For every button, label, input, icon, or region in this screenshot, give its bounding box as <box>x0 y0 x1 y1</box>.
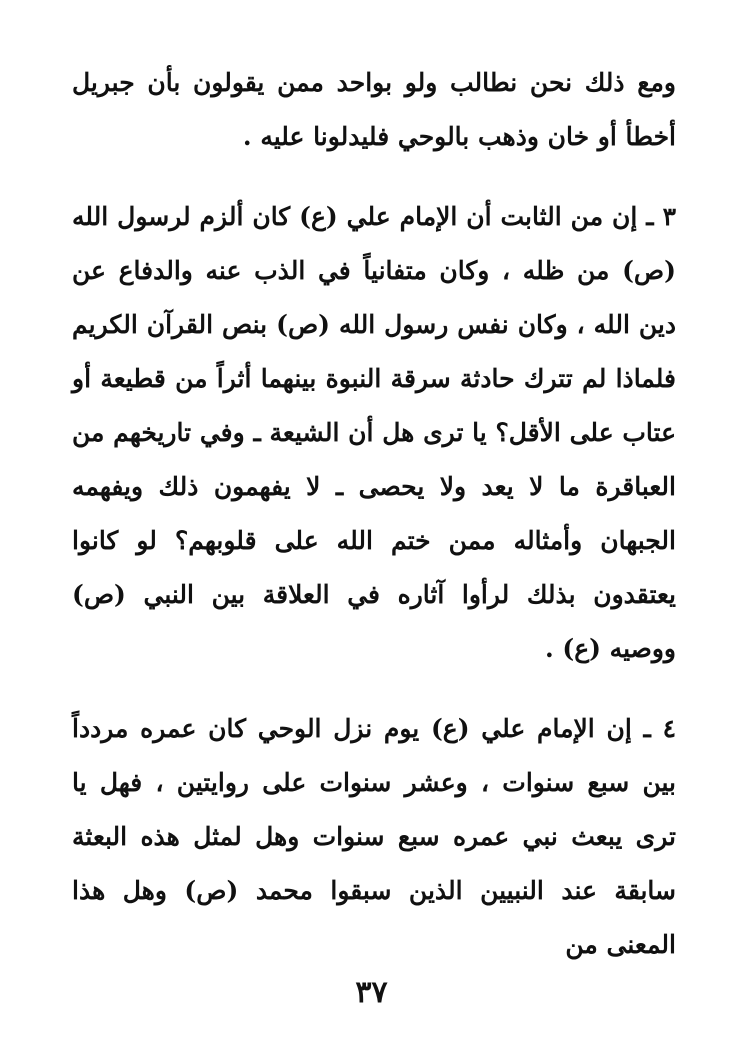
paragraph-1: ومع ذلك نحن نطالب ولو بواحد ممن يقولون بأن جبريل أخطأ أو خان وذهب بالوحي فليدلونا عليه . <box>72 68 676 151</box>
paragraph-2: ٣ ـ إن من الثابت أن الإمام علي (ع) كان ألزم لرسول الله (ص) من ظله ، وكان متفانياً في الذب عنه والدفاع عن دين الله ، وكان نفس رسول الله (ص) بنص القرآن الكريم فلماذا لم تترك حادثة سرقة النبوة بينهما أثراً من قطيعة أو عتاب على الأقل؟ يا ترى هل أن الشيعة ـ وفي تاريخهم من العباقرة ما لا يعد ولا يحصى ـ لا يفهمون ذلك ويفهمه الجبهان وأمثاله ممن ختم الله على قلوبهم؟ لو كانوا يعتقدون بذلك لرأوا آثاره في العلاقة بين النبي (ص) ووصيه (ع) . <box>72 202 676 663</box>
paragraph-3: ٤ ـ إن الإمام علي (ع) يوم نزل الوحي كان عمره مردداً بين سبع سنوات ، وعشر سنوات على روايتين ، فهل يا ترى يبعث نبي عمره سبع سنوات وهل لمثل هذه البعثة سابقة عند النبيين الذين سبقوا محمد (ص) وهل هذا المعنى من <box>72 714 676 959</box>
page-number: ٣٧ <box>355 975 388 1010</box>
